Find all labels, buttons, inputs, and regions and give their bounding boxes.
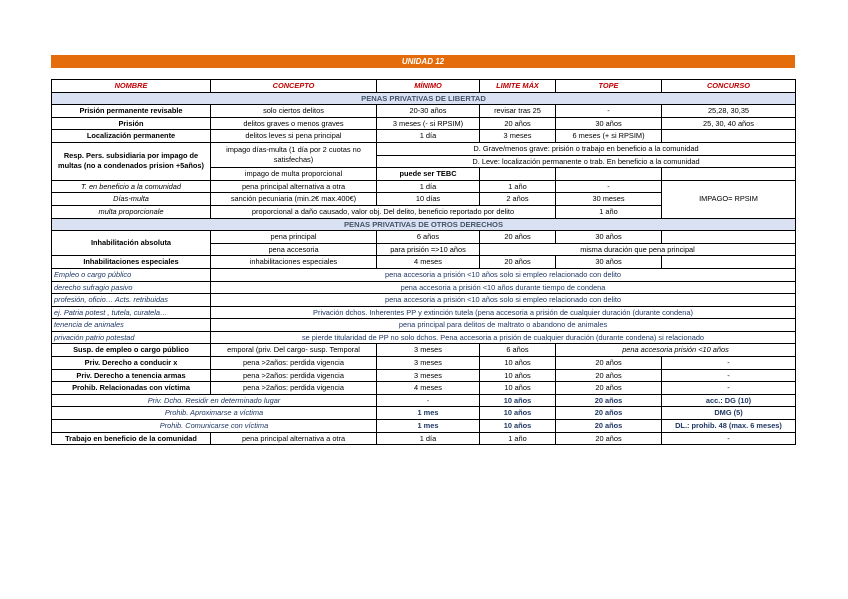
cell-concurso bbox=[662, 256, 796, 269]
cell-concurso: DMG (5) bbox=[662, 407, 796, 420]
cell-minimo: 3 meses (- si RPSIM) bbox=[377, 117, 480, 130]
cell-nombre: T. en beneficio a la comunidad bbox=[52, 180, 211, 193]
cell-concepto: solo ciertos delitos bbox=[211, 105, 377, 118]
cell-limite: 1 año bbox=[480, 432, 556, 445]
cell-concepto: impago días-multa (1 día por 2 cuotas no satisfechas) bbox=[211, 142, 377, 167]
cell-minimo: 20-30 años bbox=[377, 105, 480, 118]
cell-concurso bbox=[662, 130, 796, 143]
cell-nombre: Priv. Dcho. Residir en determinado lugar bbox=[52, 394, 377, 407]
cell-nombre: multa proporcionale bbox=[52, 205, 211, 218]
cell-nombre: Localización permanente bbox=[52, 130, 211, 143]
cell-minimo: 3 meses bbox=[377, 357, 480, 370]
table-row bbox=[52, 105, 796, 118]
cell-minimo: 4 meses bbox=[377, 256, 480, 269]
cell-limite bbox=[480, 168, 556, 181]
cell-concurso: acc.: DG (10) bbox=[662, 394, 796, 407]
table-row bbox=[52, 231, 796, 244]
cell-tope: 30 años bbox=[556, 231, 662, 244]
cell-concepto: delitos leves si pena principal bbox=[211, 130, 377, 143]
cell-limite: 20 años bbox=[480, 256, 556, 269]
cell-nombre: Prohib. Relacionadas con víctima bbox=[52, 382, 211, 395]
cell-tope: - bbox=[556, 180, 662, 193]
cell-concepto: pena accesoria bbox=[211, 243, 377, 256]
cell-tope: 20 años bbox=[556, 357, 662, 370]
cell-tope: 6 meses (+ si RPSIM) bbox=[556, 130, 662, 143]
cell-minimo: 1 día bbox=[377, 130, 480, 143]
table-row bbox=[52, 256, 796, 269]
cell-nombre: Prisión permanente revisable bbox=[52, 105, 211, 118]
cell-nombre: Resp. Pers. subsidiaria por impago de multas (no a condenados prision +5años) bbox=[52, 142, 211, 180]
table-row bbox=[52, 130, 796, 143]
cell-nombre: Días-multa bbox=[52, 193, 211, 206]
cell-nombre: Inhabilitación absoluta bbox=[52, 231, 211, 256]
cell-concepto: inhabilitaciones especiales bbox=[211, 256, 377, 269]
cell-nombre: Empleo o cargo público bbox=[52, 268, 211, 281]
cell-concurso bbox=[662, 168, 796, 181]
cell-tope: 20 años bbox=[556, 369, 662, 382]
cell-detail: pena accesoria a prisión <10 años solo si empleo relacionado con delito bbox=[211, 268, 796, 281]
section-row bbox=[52, 218, 796, 231]
cell-detail: misma duración que pena principal bbox=[480, 243, 796, 256]
cell-concepto: sanción pecuniaria (min.2€ max.400€) bbox=[211, 193, 377, 206]
cell-concurso: 25, 30, 40 años bbox=[662, 117, 796, 130]
cell-concurso: - bbox=[662, 369, 796, 382]
cell-limite: revisar tras 25 bbox=[480, 105, 556, 118]
cell-limite: 10 años bbox=[480, 394, 556, 407]
cell-nombre: Prohib. Aproximarse a víctima bbox=[52, 407, 377, 420]
cell-nombre: Inhabilitaciones especiales bbox=[52, 256, 211, 269]
cell-concepto: proporcional a daño causado, valor obj. Del delito, beneficio reportado por delito bbox=[211, 205, 556, 218]
cell-detail: pena accesoria prisión <10 años bbox=[556, 344, 796, 357]
cell-detail: D. Leve: localización permanente o trab. En beneficio a la comunidad bbox=[377, 155, 796, 168]
header-tope: TOPE bbox=[556, 80, 662, 93]
cell-tope: 20 años bbox=[556, 382, 662, 395]
cell-concepto: pena >2años: perdida vigencia bbox=[211, 357, 377, 370]
header-limite: LIMITE MÁX bbox=[480, 80, 556, 93]
cell-minimo: 6 años bbox=[377, 231, 480, 244]
cell-detail: pena accesoria a prisión <10 años solo si empleo relacionado con delito bbox=[211, 294, 796, 307]
cell-tope: - bbox=[556, 105, 662, 118]
cell-minimo: puede ser TEBC bbox=[377, 168, 480, 181]
cell-nombre: Trabajo en beneficio de la comunidad bbox=[52, 432, 211, 445]
cell-nombre: Priv. Derecho a tenencia armas bbox=[52, 369, 211, 382]
cell-concepto: pena >2años: perdida vigencia bbox=[211, 382, 377, 395]
cell-concepto: emporal (priv. Del cargo- susp. Temporal bbox=[211, 344, 377, 357]
unit-title: UNIDAD 12 bbox=[51, 55, 795, 68]
cell-detail: D. Grave/menos grave: prisión o trabajo en beneficio a la comunidad bbox=[377, 142, 796, 155]
table-row bbox=[52, 357, 796, 370]
table-row bbox=[52, 394, 796, 407]
table-row bbox=[52, 319, 796, 332]
cell-nombre: Priv. Derecho a conducir x bbox=[52, 357, 211, 370]
cell-concepto: pena principal bbox=[211, 231, 377, 244]
cell-nombre: Susp. de empleo o cargo público bbox=[52, 344, 211, 357]
cell-concepto: pena principal alternativa a otra bbox=[211, 180, 377, 193]
cell-limite: 10 años bbox=[480, 420, 556, 433]
header-minimo: MÍNIMO bbox=[377, 80, 480, 93]
cell-concurso: - bbox=[662, 357, 796, 370]
cell-limite: 10 años bbox=[480, 369, 556, 382]
cell-concurso bbox=[662, 231, 796, 244]
header-nombre: NOMBRE bbox=[52, 80, 211, 93]
cell-concurso: - bbox=[662, 382, 796, 395]
table-row bbox=[52, 142, 796, 155]
table-row bbox=[52, 294, 796, 307]
section-otros: PENAS PRIVATIVAS DE OTROS DERECHOS bbox=[52, 218, 796, 231]
cell-concepto: impago de multa proporcional bbox=[211, 168, 377, 181]
cell-detail: pena principal para delitos de maltrato o abandono de animales bbox=[211, 319, 796, 332]
cell-tope: 30 años bbox=[556, 117, 662, 130]
cell-concepto: pena principal alternativa a otra bbox=[211, 432, 377, 445]
table-row bbox=[52, 344, 796, 357]
cell-limite: 6 años bbox=[480, 344, 556, 357]
cell-limite: 2 años bbox=[480, 193, 556, 206]
cell-detail: Privación dchos. Inherentes PP y extinción tutela (pena accesoria a prisión de cualquier duración (durante condena) bbox=[211, 306, 796, 319]
cell-limite: 10 años bbox=[480, 382, 556, 395]
section-row bbox=[52, 92, 796, 105]
cell-minimo: 3 meses bbox=[377, 344, 480, 357]
table-row bbox=[52, 281, 796, 294]
cell-minimo: 1 mes bbox=[377, 407, 480, 420]
cell-limite: 10 años bbox=[480, 407, 556, 420]
cell-detail: se pierde titularidad de PP no solo dchos. Pena accesoria a prisión de cualquier duración (durante condena) si relacionado bbox=[211, 331, 796, 344]
cell-nombre: privación patrio potestad bbox=[52, 331, 211, 344]
table-row bbox=[52, 407, 796, 420]
table-row bbox=[52, 432, 796, 445]
cell-nombre: Prohib. Comunicarse con víctima bbox=[52, 420, 377, 433]
table-row bbox=[52, 369, 796, 382]
cell-nombre: Prisión bbox=[52, 117, 211, 130]
cell-minimo: 3 meses bbox=[377, 369, 480, 382]
cell-nombre: ej. Patria potest , tutela, curatela… bbox=[52, 306, 211, 319]
cell-concurso-multa: IMPAGO= RPSIM bbox=[662, 180, 796, 218]
cell-minimo: 1 día bbox=[377, 432, 480, 445]
cell-tope: 1 año bbox=[556, 205, 662, 218]
cell-tope: 30 meses bbox=[556, 193, 662, 206]
cell-concurso: 25,28, 30,35 bbox=[662, 105, 796, 118]
table-row bbox=[52, 268, 796, 281]
cell-tope: 20 años bbox=[556, 394, 662, 407]
section-libertad: PENAS PRIVATIVAS DE LIBERTAD bbox=[52, 92, 796, 105]
cell-tope: 20 años bbox=[556, 432, 662, 445]
cell-limite: 20 años bbox=[480, 117, 556, 130]
cell-tope bbox=[556, 168, 662, 181]
table-row bbox=[52, 117, 796, 130]
table-row bbox=[52, 306, 796, 319]
cell-minimo: 4 meses bbox=[377, 382, 480, 395]
cell-concepto: delitos graves o menos graves bbox=[211, 117, 377, 130]
header-concurso: CONCURSO bbox=[662, 80, 796, 93]
cell-nombre: derecho sufragio pasivo bbox=[52, 281, 211, 294]
header-row bbox=[52, 80, 796, 93]
cell-concurso: - bbox=[662, 432, 796, 445]
cell-minimo: 10 días bbox=[377, 193, 480, 206]
table-row bbox=[52, 420, 796, 433]
cell-detail: pena accesoria a prisión <10 años durante tiempo de condena bbox=[211, 281, 796, 294]
cell-limite: 20 años bbox=[480, 231, 556, 244]
cell-concurso: DL.: prohib. 48 (max. 6 meses) bbox=[662, 420, 796, 433]
cell-minimo: 1 día bbox=[377, 180, 480, 193]
cell-minimo: 1 mes bbox=[377, 420, 480, 433]
cell-tope: 30 años bbox=[556, 256, 662, 269]
cell-nombre: tenencia de animales bbox=[52, 319, 211, 332]
table-row bbox=[52, 331, 796, 344]
cell-minimo: - bbox=[377, 394, 480, 407]
cell-concepto: pena >2años: perdida vigencia bbox=[211, 369, 377, 382]
table-row bbox=[52, 180, 796, 193]
header-concepto: CONCEPTO bbox=[211, 80, 377, 93]
penalties-table bbox=[51, 79, 796, 445]
table-row bbox=[52, 382, 796, 395]
cell-nombre: profesión, oficio… Acts. retribuidas bbox=[52, 294, 211, 307]
cell-limite: 10 años bbox=[480, 357, 556, 370]
cell-tope: 20 años bbox=[556, 407, 662, 420]
cell-minimo: para prisión =>10 años bbox=[377, 243, 480, 256]
cell-limite: 1 año bbox=[480, 180, 556, 193]
cell-tope: 20 años bbox=[556, 420, 662, 433]
cell-limite: 3 meses bbox=[480, 130, 556, 143]
